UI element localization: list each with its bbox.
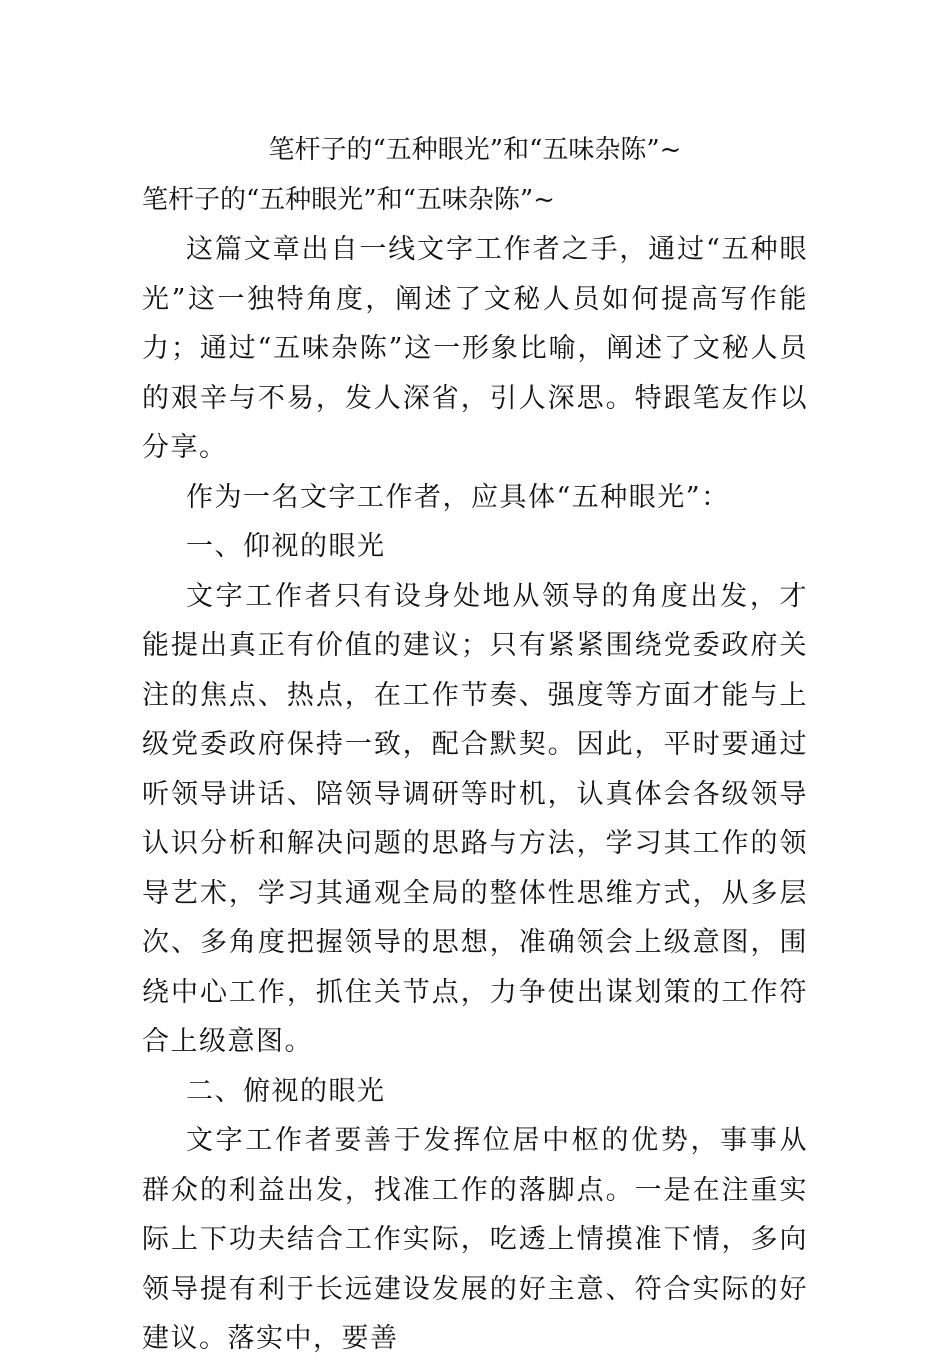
section-heading-2: 二、俯视的眼光: [186, 1075, 386, 1107]
document-body: [142, 125, 808, 1364]
document-title: 笔杆子的“五种眼光”和“五味杂陈”~: [268, 135, 682, 165]
five-perspectives-lead: 作为一名文字工作者，应具体“五种眼光”：: [186, 481, 730, 513]
section-1-paragraph: 文字工作者只有设身处地从领导的角度出发，才能提出真正有价值的建议；只有紧紧围绕党委政府关注的焦点、热点，在工作节奏、强度等方面才能与上级党委政府保持一致，配合默契。因此，平时要通过听领导讲话、陪领导调研等时机，认真体会各级领导认识分析和解决问题的思路与方法，学习其工作的领导艺术，学习其通观全局的整体性思维方式，从多层次、多角度把握领导的思想，准确领会上级意图，围绕中心工作，抓住关节点，力争使出谋划策的工作符合上级意图。: [142, 580, 808, 1057]
section-heading-1: 一、仰视的眼光: [186, 531, 386, 562]
section-2-paragraph: 文字工作者要善于发挥位居中枢的优势，事事从群众的利益出发，找准工作的落脚点。一是在注重实际上下功夫结合工作实际，吃透上情摸准下情，多向领导提有利于长远建设发展的好主意、符合实际的好建议。落实中，要善: [142, 1125, 808, 1354]
intro-paragraph: 这篇文章出自一线文字工作者之手，通过“五种眼光”这一独特角度，阐述了文秘人员如何提高写作能力；通过“五味杂陈”这一形象比喻，阐述了文秘人员的艰辛与不易，发人深省，引人深思。特跟笔友作以分享。: [142, 234, 808, 463]
document-subtitle: 笔杆子的“五种眼光”和“五味杂陈”~: [142, 185, 555, 215]
